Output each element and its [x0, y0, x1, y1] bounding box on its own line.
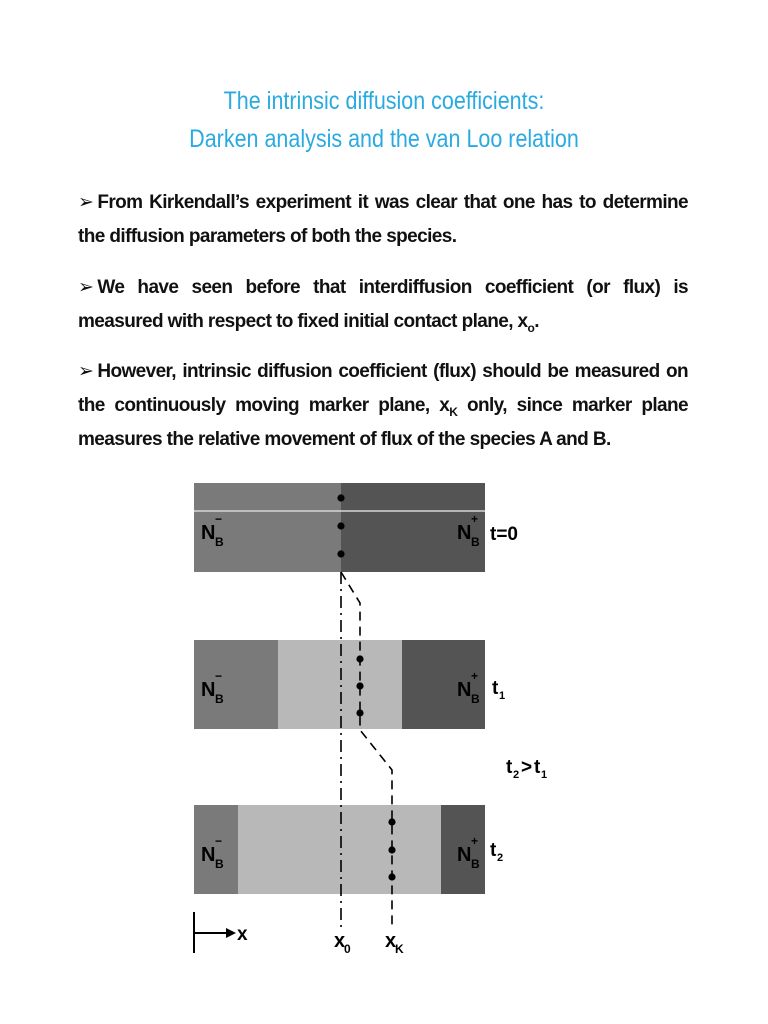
t1-sub: 1	[499, 690, 506, 702]
xk-subscript: K	[449, 405, 458, 419]
interdiffusion-zone-t2	[238, 805, 441, 894]
nb-sub: B	[471, 857, 480, 871]
time-label-t2	[490, 840, 503, 864]
cmp-a: t	[506, 757, 513, 778]
x0-sub: 0	[344, 942, 351, 956]
paragraph-2-text: We have seen before that interdiffusion coefficient (or flux) is measured with respect to fixed initial contact plane, x	[78, 277, 688, 332]
marker-dot	[337, 494, 344, 501]
nb-main: N	[457, 844, 472, 866]
nb-main: N	[457, 679, 472, 701]
bullet-arrow-icon: ➢	[78, 192, 94, 213]
interdiffusion-zone-t1	[278, 640, 402, 729]
title-line-1: The intrinsic diffusion coefficients:	[223, 87, 545, 115]
bullet-arrow-icon: ➢	[78, 277, 94, 298]
left-block-t0	[194, 483, 341, 572]
time-label-t1	[492, 678, 505, 702]
couple-t2	[194, 805, 485, 894]
t2-sub: 2	[497, 852, 504, 864]
xk-label	[385, 930, 404, 956]
cmp-b-sub: 1	[541, 769, 548, 781]
cmp-op: >	[521, 757, 533, 778]
xk-main: x	[385, 930, 397, 952]
paragraph-3-text: However, intrinsic diffusion coefficient (flux) should be measured on the continuously moving marker plane, x	[78, 361, 688, 416]
x-axis-label: x	[237, 924, 248, 945]
nb-sub: B	[215, 692, 224, 706]
time-label-t0: t=0	[490, 524, 518, 545]
paragraph-2-end: .	[534, 311, 539, 332]
x0-main: x	[334, 930, 346, 952]
t1-main: t	[492, 678, 499, 699]
nb-sup: −	[215, 834, 223, 848]
paragraph-1-text: From Kirkendall’s experiment it was clear that one has to determine the diffusion parameters of both the species.	[78, 192, 688, 247]
nb-main: N	[201, 679, 216, 701]
nb-sup: −	[215, 669, 223, 683]
nb-sub: B	[471, 535, 480, 549]
marker-dot	[388, 818, 395, 825]
paragraph-3-end: only, since marker plane measures the relative movement of flux of the species A and B.	[78, 395, 688, 450]
nb-sub: B	[471, 692, 480, 706]
xk-sub: K	[395, 942, 404, 956]
couple-t1	[194, 640, 485, 729]
nb-sup: +	[471, 834, 479, 848]
t2-main: t	[490, 840, 497, 861]
nb-main: N	[201, 522, 216, 544]
nb-sub: B	[215, 535, 224, 549]
nb-main: N	[201, 844, 216, 866]
nb-sup: +	[471, 669, 479, 683]
time-compare-label	[506, 757, 547, 781]
nb-sub: B	[215, 857, 224, 871]
marker-dot	[337, 550, 344, 557]
cmp-a-sub: 2	[513, 769, 520, 781]
bullet-arrow-icon: ➢	[78, 361, 94, 382]
nb-sup: −	[215, 512, 223, 526]
couple-t0	[194, 483, 485, 572]
x-axis-arrow-icon	[194, 912, 236, 953]
nb-sup: +	[471, 512, 479, 526]
title-line-2: Darken analysis and the van Loo relation	[189, 125, 579, 153]
marker-dot	[337, 522, 344, 529]
x0-label	[334, 930, 351, 956]
right-block-t1	[402, 640, 485, 729]
nb-main: N	[457, 522, 472, 544]
x0-subscript: o	[527, 321, 535, 335]
cmp-b: t	[534, 757, 541, 778]
